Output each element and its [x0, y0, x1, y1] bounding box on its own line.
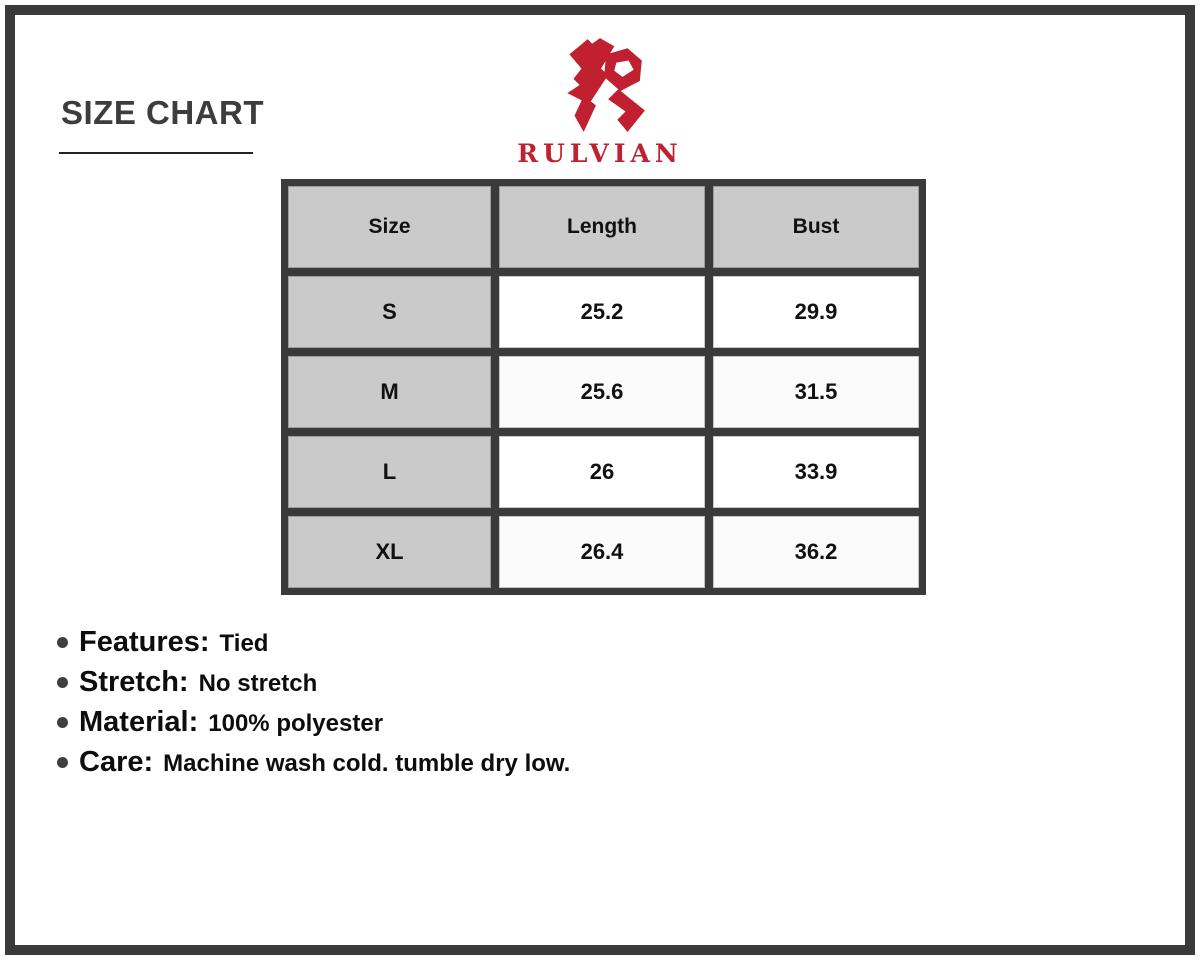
- detail-text: [79, 666, 317, 699]
- list-item-material: [57, 705, 570, 739]
- detail-text: [79, 706, 383, 739]
- size-chart-table: [281, 179, 926, 595]
- detail-value: 100% polyester: [208, 709, 384, 737]
- rulvian-r-monogram-icon: [553, 33, 647, 135]
- column-header-bust: Bust: [713, 186, 919, 268]
- column-header-length: Length: [499, 186, 705, 268]
- cell-s-bust: 29.9: [713, 276, 919, 348]
- cell-l-bust: 33.9: [713, 436, 919, 508]
- detail-value: No stretch: [198, 669, 318, 697]
- row-header-xl: XL: [288, 516, 491, 588]
- bullet-icon: [57, 637, 68, 648]
- detail-text: [79, 626, 268, 659]
- cell-s-length: 25.2: [499, 276, 705, 348]
- cell-m-length: 25.6: [499, 356, 705, 428]
- detail-value: Tied: [219, 629, 269, 657]
- detail-text: [79, 746, 570, 779]
- cell-xl-length: 26.4: [499, 516, 705, 588]
- cell-xl-bust: 36.2: [713, 516, 919, 588]
- detail-label: Features:: [79, 625, 210, 658]
- cell-m-bust: 31.5: [713, 356, 919, 428]
- detail-label: Stretch:: [79, 665, 189, 698]
- detail-label: Material:: [79, 705, 199, 738]
- bullet-icon: [57, 717, 68, 728]
- row-header-m: M: [288, 356, 491, 428]
- list-item-stretch: [57, 665, 570, 699]
- bullet-icon: [57, 757, 68, 768]
- list-item-care: [57, 745, 570, 779]
- column-header-size: Size: [288, 186, 491, 268]
- row-header-s: S: [288, 276, 491, 348]
- detail-label: Care:: [79, 745, 154, 778]
- bullet-icon: [57, 677, 68, 688]
- detail-value: Machine wash cold. tumble dry low.: [163, 749, 571, 777]
- row-header-l: L: [288, 436, 491, 508]
- brand-name: RULVIAN: [517, 139, 683, 168]
- product-details-list: [57, 625, 570, 785]
- brand-logo: [0, 33, 1200, 168]
- cell-l-length: 26: [499, 436, 705, 508]
- page-title: SIZE CHART: [61, 94, 264, 131]
- list-item-features: [57, 625, 570, 659]
